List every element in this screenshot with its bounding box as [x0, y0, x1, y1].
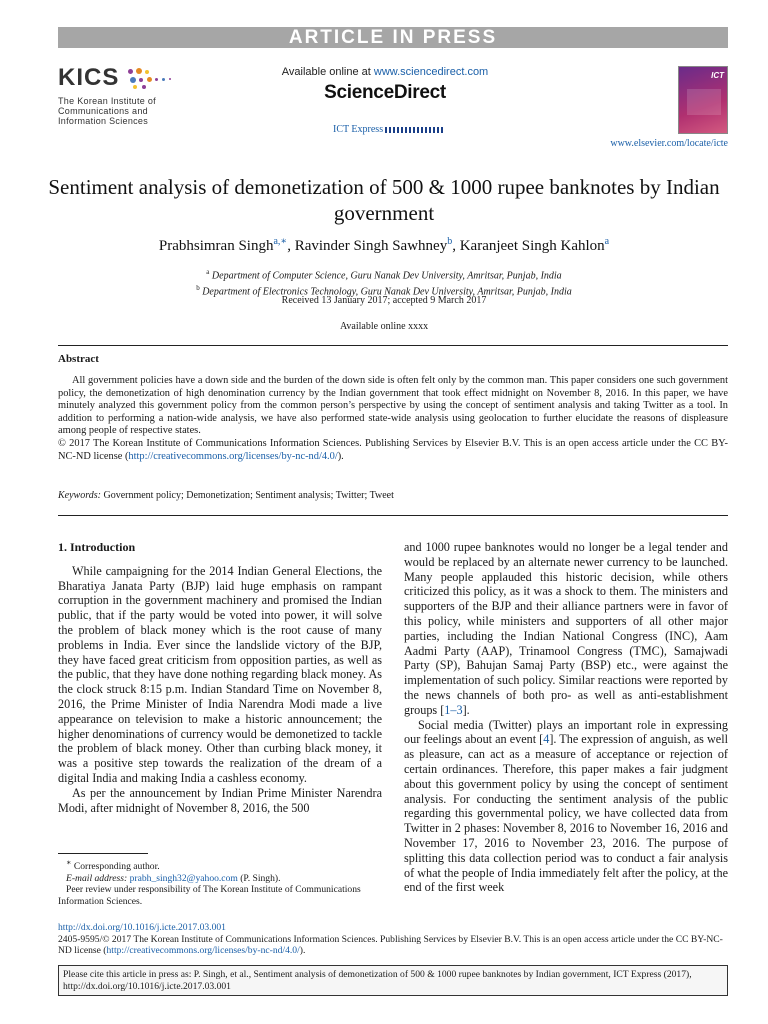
cover-title: ICT — [711, 71, 724, 80]
affiliation-line: $^b$ Department of Electronics Technology, Guru Nanak Dev University, Amritsar, Punjab, India — [196, 284, 572, 298]
journal-name[interactable]: ICT Express — [333, 124, 445, 135]
divider — [58, 515, 728, 516]
logo-dot — [128, 69, 133, 74]
kics-logo — [58, 64, 198, 126]
kics-dots-icon — [126, 66, 186, 90]
abstract-body — [58, 375, 728, 463]
kics-wordmark: KICS — [58, 64, 120, 91]
kics-subtitle-line: Communications and — [58, 106, 148, 116]
paragraph: As per the announcement by Indian Prime Minister Narendra Modi, after midnight of November 8, 2016, the 500 — [58, 785, 382, 815]
sciencedirect-brand: ScienceDirect — [324, 82, 446, 103]
author-mark[interactable]: a,∗ — [273, 236, 288, 247]
paragraph: While campaigning for the 2014 Indian General Elections, the Bharatiya Janata Party (BJP) laid huge emphasis on rampant corruption in the government machinery and promised the Indian public, that if the party would be voted into power, it will solve the problem of black money which is the root cause of many problems in India. Ever since the landslide victory of the BJP, they have faced great criticism from opposition parties, as well as the public, that they have done nothing regarding black money. As the clock struck 8:15 p.m. Indian Standard Time on November 8, 2016, the Prime Minister of India Narendra Modi made a live appearance on television to make a historic announcement; the higher denominations of currency would be demonetized to tackle the problem of black money. Other than curbing black money, it was a positive step towards the realization of the dream of a digital India and making India a cashless economy. — [58, 563, 382, 785]
received-dates: Received 13 January 2017; accepted 9 March 2017 — [281, 295, 487, 306]
logo-dot — [162, 78, 165, 81]
article-title: Sentiment analysis of demonetization of 500 & 1000 rupee banknotes by Indian government — [48, 175, 720, 225]
abstract-heading: Abstract — [58, 353, 99, 365]
author-name: Ravinder Singh Sawhney — [294, 238, 448, 254]
sciencedirect-link[interactable]: www.sciencedirect.com — [373, 66, 489, 78]
journal-barcode-icon — [385, 127, 445, 133]
available-online-line: Available online at www.sciencedirect.com — [281, 66, 489, 78]
author-mark[interactable]: a — [604, 236, 610, 247]
logo-dot — [169, 78, 171, 80]
peer-review-note: Peer review under responsibility of The Korean Institute of Communications Information Sciences. — [58, 884, 361, 907]
journal-cover-image — [678, 66, 728, 134]
author-list: Prabhsimran Singh$^{a,∗}$, Ravinder Singh Sawhney$^b$, Karanjeet Singh Kahlon$^a$ — [158, 236, 610, 254]
abstract-copyright: © 2017 The Korean Institute of Communications Information Sciences. Publishing Services by Elsevier B.V. This is an open access article under the CC BY-NC-ND license (http://creativecommons.org/licenses/by-nc-nd/4.0/). — [58, 437, 728, 462]
doi-link[interactable]: http://dx.doi.org/10.1016/j.icte.2017.03.001 — [58, 922, 226, 933]
right-column — [404, 540, 728, 895]
license-link[interactable]: http://creativecommons.org/licenses/by-nc-nd/4.0/ — [106, 945, 300, 957]
divider — [58, 345, 728, 346]
cover-graphic — [687, 89, 721, 115]
affiliation-line: $^a$ Department of Computer Science, Guru Nanak Dev University, Amritsar, Punjab, India — [206, 268, 562, 282]
author-mark[interactable]: b — [447, 236, 453, 247]
kics-subtitle-line: Information Sciences — [58, 116, 149, 126]
paragraph: and 1000 rupee banknotes would no longer be a legal tender and would be replaced by an alternate newer currency to be launched. Many people applauded this historic decision, while others criticized this policy, as it was a shock to them. The ministers and supporters of the BJP and their alliance partners were in favor of this policy, while ministers and supporters of all other major parties, including the Indian National Congress (INC), Aam Aadmi Party (AAP), Trinamool Congress (TMC), Samajwadi Party (SP), Bahujan Samaj Party (BSP) etc., were against the implementation of such policy. Similar reactions were reported by the news channels of both pro- as well as anti-establishment groups [1–3]. — [404, 540, 728, 717]
bottom-info — [58, 922, 728, 957]
keywords: Keywords: Government policy; Demonetization; Sentiment analysis; Twitter; Tweet — [58, 490, 394, 501]
sciencedirect-header — [240, 66, 530, 104]
affiliations — [40, 266, 728, 299]
kics-subtitle — [58, 96, 198, 126]
logo-dot — [139, 78, 143, 82]
email-link[interactable]: prabh_singh32@yahoo.com — [129, 872, 238, 884]
elsevier-link[interactable]: www.elsevier.com/locate/icte — [610, 138, 728, 149]
logo-dot — [133, 85, 137, 89]
logo-dot — [142, 85, 146, 89]
section-heading: 1. Introduction — [58, 540, 136, 554]
author-name: Prabhsimran Singh — [158, 238, 274, 254]
footnote-divider — [58, 853, 148, 854]
corresponding-author-note: ∗ Corresponding author. — [66, 858, 160, 873]
kics-subtitle-line: The Korean Institute of — [58, 96, 156, 106]
article-in-press-banner: ARTICLE IN PRESS — [58, 27, 728, 48]
citation-link[interactable]: 1–3 — [444, 702, 463, 717]
email-note: E-mail address: prabh_singh32@yahoo.com (P. Singh). — [66, 872, 281, 884]
author-name: Karanjeet Singh Kahlon — [459, 238, 605, 254]
issn-line: 2405-9595/© 2017 The Korean Institute of Communications Information Sciences. Publishing Services by Elsevier B.V. This is an open access article under the CC BY-NC-ND license (http://creativecommons.org/licenses/by-nc-nd/4.0/). — [58, 933, 723, 957]
logo-dot — [147, 77, 152, 82]
citation-link[interactable]: 4 — [543, 732, 550, 747]
abstract-text: All government policies have a down side and the burden of the down side is often felt only by the common man. This paper considers one such government policy, the demonetization of high denomination currency by the Indian government that took effect midnight on November 8, 2016. In this paper, we have minutely analyzed this government policy from the common person’s perspective by using the concept of sentiment analysis and taking Twitter as a tool. In addition to performing a nation-wide analysis, we have also performed state-wide analysis using geolocation to further elucidate the reasons of displeasure among people of respective states. — [58, 375, 728, 437]
license-link[interactable]: http://creativecommons.org/licenses/by-nc-nd/4.0/ — [128, 450, 338, 462]
paragraph: Social media (Twitter) plays an important role in expressing our feelings about an event [4]. The expression of anguish, as well as pleasure, can act as a measure of acceptance or rejection of certain ordinances. Therefore, this paper makes a fair judgment about this government policy by using the concept of sentiment analysis. For conducting the sentiment analysis of the public regarding this governmental policy, we have collected data from Twitter in 2 phases: November 8, 2016 to November 16, 2016 and November 17, 2016 to November 23, 2016. The purpose of splitting this data collection period was to conduct a fair analysis of what the people of India immediately felt after the policy, at the end of the first week — [404, 717, 728, 895]
logo-dot — [145, 70, 149, 74]
logo-dot — [155, 78, 158, 81]
logo-dot — [130, 77, 136, 83]
footnotes — [58, 857, 382, 908]
left-column — [58, 540, 382, 815]
available-online-date: Available online xxxx — [339, 321, 429, 332]
citation-box: Please cite this article in press as: P. Singh, et al., Sentiment analysis of demonetization of 500 & 1000 rupee banknotes by Indian government, ICT Express (2017), http://dx.doi.org/10.1016/j.icte.2017.03.001 — [58, 965, 728, 996]
logo-dot — [136, 68, 142, 74]
